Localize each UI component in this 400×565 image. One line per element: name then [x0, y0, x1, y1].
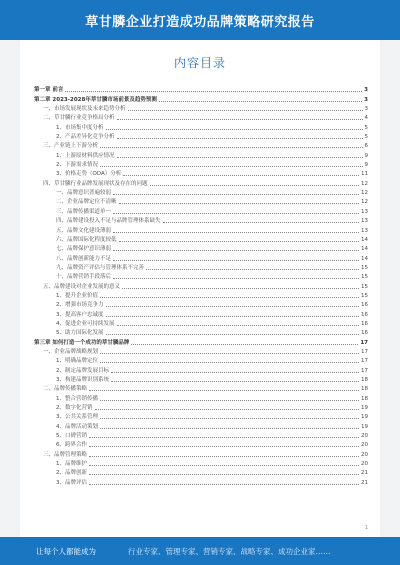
- toc-entry-text: 四、草甘膦行业品牌发展现状及存在的问题: [43, 180, 148, 187]
- toc-leader-dots: [117, 156, 363, 158]
- document-page: [20, 40, 380, 537]
- toc-entry-text: 4、品牌活动策划: [56, 423, 98, 430]
- toc-entry-page: 17: [361, 367, 368, 374]
- toc-entry[interactable]: [34, 291, 368, 300]
- toc-leader-dots: [100, 352, 359, 354]
- toc-entry-page: 16: [361, 320, 368, 327]
- toc-entry-text: 1、上游原材料供应情况: [56, 152, 115, 159]
- header-banner: [0, 0, 400, 40]
- toc-entry[interactable]: [34, 421, 368, 430]
- toc-entry[interactable]: [34, 365, 368, 374]
- toc-entry[interactable]: [34, 328, 368, 337]
- toc-leader-dots: [113, 249, 359, 251]
- toc-entry[interactable]: [34, 449, 368, 458]
- toc-entry[interactable]: [34, 160, 368, 169]
- toc-leader-dots: [150, 184, 359, 186]
- toc-leader-dots: [119, 202, 359, 204]
- toc-entry-text: 3、构建品牌识别系统: [56, 377, 109, 383]
- toc-entry-text: 3、品牌评估: [56, 479, 87, 486]
- toc-entry-page: 17: [360, 339, 368, 346]
- toc-entry-text: 一、市场发展现状及未来趋势分析: [43, 106, 126, 113]
- toc-entry-text: 四、品牌建设投入不足与品牌管理体系缺失: [56, 218, 161, 225]
- toc-leader-dots: [89, 473, 359, 475]
- toc-entry-page: 21: [361, 470, 368, 477]
- toc-entry-page: 13: [361, 218, 368, 225]
- toc-entry[interactable]: [34, 477, 368, 486]
- toc-entry[interactable]: [34, 169, 368, 178]
- toc-entry-page: 3: [364, 106, 368, 113]
- toc-leader-dots: [163, 221, 359, 223]
- toc-entry-text: 二、品牌传播策略: [43, 386, 88, 393]
- toc-leader-dots: [100, 399, 359, 401]
- toc-entry-page: 21: [361, 479, 368, 486]
- toc-entry[interactable]: [34, 403, 368, 412]
- toc-entry-page: 14: [361, 255, 368, 262]
- toc-entry-page: 3: [364, 96, 368, 103]
- toc-leader-dots: [106, 305, 360, 307]
- toc-leader-dots: [117, 137, 363, 139]
- toc-entry-text: 6、跨界合作: [56, 442, 87, 449]
- toc-leader-dots: [128, 109, 363, 111]
- toc-entry-text: 五、品牌文化建设薄弱: [56, 227, 112, 234]
- toc-entry-page: 12: [361, 190, 368, 197]
- toc-entry[interactable]: [34, 431, 368, 440]
- toc-entry-page: 15: [361, 283, 368, 290]
- toc-entry-page: 13: [361, 227, 368, 234]
- toc-leader-dots: [100, 165, 363, 167]
- toc-entry-text: 一、企业品牌战略规划: [43, 348, 99, 355]
- toc-entry-text: 第二章 2023-2028年草甘膦市场前景及趋势预测: [34, 96, 157, 103]
- toc-leader-dots: [100, 146, 362, 148]
- toc-leader-dots: [159, 100, 362, 102]
- toc-entry-page: 14: [361, 246, 368, 253]
- toc-entry[interactable]: [34, 244, 368, 253]
- toc-leader-dots: [113, 193, 359, 195]
- toc-leader-dots: [89, 455, 359, 457]
- footer-slogan: 让每个人都能成为: [36, 546, 96, 556]
- toc-entry[interactable]: [34, 309, 368, 318]
- toc-entry-page: 20: [361, 442, 368, 449]
- toc-leader-dots: [111, 380, 359, 382]
- toc-entry[interactable]: [34, 347, 368, 356]
- toc-title: 内容目录: [173, 56, 226, 70]
- toc-entry-text: 3、价格走势（ODA）分析: [56, 171, 122, 178]
- toc-entry[interactable]: [34, 393, 368, 402]
- toc-entry[interactable]: [34, 141, 368, 150]
- toc-entry-text: 3、提高客户忠诚度: [56, 311, 104, 318]
- footer-tagline: 行业专家、管理专家、营销专家、战略专家、成功企业家……: [128, 546, 331, 556]
- toc-entry-page: 15: [361, 264, 368, 271]
- toc-entry[interactable]: [34, 178, 368, 187]
- toc-entry[interactable]: [34, 235, 368, 244]
- toc-entry[interactable]: [34, 132, 368, 141]
- toc-entry[interactable]: [34, 468, 368, 477]
- toc-entry-page: 15: [361, 292, 368, 299]
- toc-entry-page: 18: [361, 395, 368, 402]
- toc-entry[interactable]: [34, 85, 368, 94]
- toc-leader-dots: [89, 436, 359, 438]
- toc-entry[interactable]: [34, 272, 368, 281]
- toc-entry[interactable]: [34, 281, 368, 290]
- toc-leader-dots: [146, 268, 359, 270]
- toc-entry-page: 12: [361, 180, 368, 187]
- toc-entry-page: 16: [361, 311, 368, 318]
- toc-entry-page: 6: [364, 143, 368, 150]
- toc-entry-page: 19: [361, 423, 368, 430]
- toc-entry-text: 2、下游需求情况: [56, 162, 98, 169]
- toc-entry-page: 20: [361, 461, 368, 468]
- toc-entry-page: 17: [361, 348, 368, 355]
- table-of-contents: [34, 85, 368, 487]
- toc-entry-text: 3、公共关系管理: [56, 414, 98, 421]
- toc-entry-page: 16: [361, 302, 368, 309]
- toc-entry-text: 二、企业品牌定位不清晰: [56, 199, 117, 206]
- toc-leader-dots: [113, 212, 359, 214]
- toc-entry-text: 1、明确品牌定位: [56, 358, 98, 365]
- toc-entry-page: 20: [361, 433, 368, 440]
- toc-entry[interactable]: [34, 440, 368, 449]
- toc-entry[interactable]: [34, 188, 368, 197]
- toc-entry-text: 2、品牌创新: [56, 470, 87, 477]
- toc-entry[interactable]: [34, 375, 368, 384]
- toc-entry-page: 5: [364, 134, 368, 141]
- toc-leader-dots: [123, 174, 359, 176]
- toc-entry[interactable]: [34, 253, 368, 262]
- toc-leader-dots: [89, 389, 359, 391]
- toc-entry-text: 十、品牌营销手段落后: [56, 274, 112, 281]
- toc-leader-dots: [113, 259, 359, 261]
- toc-leader-dots: [100, 361, 359, 363]
- footer-banner: [0, 537, 400, 565]
- toc-entry-page: 12: [361, 199, 368, 206]
- toc-entry-page: 20: [361, 451, 368, 458]
- toc-entry-page: 5: [364, 124, 368, 131]
- toc-leader-dots: [106, 315, 360, 317]
- toc-entry-text: 1、市场集中度分析: [56, 124, 104, 131]
- toc-entry-text: 三、品牌管理策略: [43, 451, 88, 458]
- toc-entry-text: 2、数字化营销: [56, 405, 93, 412]
- toc-entry[interactable]: [34, 300, 368, 309]
- toc-entry-page: 4: [364, 115, 368, 122]
- toc-entry-page: 14: [361, 236, 368, 243]
- toc-entry-text: 4、促进企业可持续发展: [56, 320, 115, 327]
- toc-entry[interactable]: [34, 94, 368, 103]
- toc-entry-text: 八、品牌创新能力不足: [56, 255, 112, 262]
- toc-entry-page: 15: [361, 274, 368, 281]
- toc-leader-dots: [95, 408, 360, 410]
- toc-leader-dots: [113, 277, 359, 279]
- toc-entry-text: 六、品牌国际化程度较低: [56, 236, 117, 243]
- toc-entry[interactable]: [34, 225, 368, 234]
- toc-entry-page: 11: [361, 171, 368, 178]
- toc-leader-dots: [117, 324, 359, 326]
- toc-entry-text: 2、制定品牌发展目标: [56, 367, 109, 374]
- toc-entry-page: 9: [364, 162, 368, 169]
- toc-leader-dots: [119, 240, 359, 242]
- toc-entry-page: 18: [361, 386, 368, 393]
- toc-entry-text: 二、草甘膦行业竞争格局分析: [43, 115, 115, 122]
- toc-entry[interactable]: [34, 104, 368, 113]
- toc-entry-text: 1、整合营销传播: [56, 395, 98, 402]
- toc-entry-text: 2、产品差异化竞争分析: [56, 134, 115, 141]
- toc-entry[interactable]: [34, 122, 368, 131]
- toc-entry-text: 九、品牌资产评估与管理体系不完善: [56, 264, 145, 271]
- toc-entry-text: 第三章 如何打造一个成功的草甘膦品牌: [34, 339, 130, 346]
- toc-entry-text: 2、增强市场竞争力: [56, 302, 104, 309]
- toc-entry[interactable]: [34, 197, 368, 206]
- toc-entry-text: 1、提升企业价值: [56, 292, 98, 299]
- toc-leader-dots: [113, 231, 359, 233]
- toc-entry-text: 1、品牌维护: [56, 461, 87, 468]
- toc-leader-dots: [111, 371, 359, 373]
- toc-leader-dots: [106, 128, 363, 130]
- toc-entry-page: 13: [361, 208, 368, 215]
- toc-entry[interactable]: [34, 337, 368, 346]
- toc-entry-page: 18: [361, 377, 368, 383]
- toc-leader-dots: [89, 445, 359, 447]
- toc-entry-page: 3: [364, 87, 368, 94]
- toc-entry-page: 19: [361, 405, 368, 412]
- toc-leader-dots: [100, 417, 359, 419]
- toc-leader-dots: [89, 483, 359, 485]
- toc-entry-text: 三、产业链上下游分析: [43, 143, 99, 150]
- toc-entry[interactable]: [34, 412, 368, 421]
- toc-entry-page: 17: [361, 358, 368, 365]
- toc-entry[interactable]: [34, 319, 368, 328]
- document-title: 草甘膦企业打造成功品牌策略研究报告: [85, 14, 315, 30]
- toc-entry-page: 19: [361, 414, 368, 421]
- toc-entry[interactable]: [34, 384, 368, 393]
- toc-entry-text: 三、品牌传播渠道单一: [56, 208, 112, 215]
- toc-entry-text: 5、助力国际化发展: [56, 330, 104, 337]
- toc-leader-dots: [131, 343, 358, 345]
- toc-entry-page: 9: [364, 152, 368, 159]
- toc-leader-dots: [122, 287, 359, 289]
- toc-entry-page: 16: [361, 330, 368, 337]
- page-number: 1: [364, 525, 368, 531]
- toc-entry[interactable]: [34, 356, 368, 365]
- toc-entry[interactable]: [34, 150, 368, 159]
- toc-entry[interactable]: [34, 459, 368, 468]
- toc-entry-text: 七、品牌保护意识薄弱: [56, 246, 112, 253]
- toc-entry[interactable]: [34, 113, 368, 122]
- toc-entry-text: 一、品牌意识普遍较弱: [56, 190, 112, 197]
- toc-entry[interactable]: [34, 263, 368, 272]
- toc-entry-text: 五、品牌建设对企业发展的意义: [43, 283, 121, 290]
- toc-leader-dots: [100, 296, 359, 298]
- toc-entry-text: 第一章 前言: [34, 87, 64, 94]
- toc-leader-dots: [89, 464, 359, 466]
- toc-entry[interactable]: [34, 206, 368, 215]
- toc-leader-dots: [65, 90, 362, 92]
- toc-leader-dots: [117, 118, 363, 120]
- toc-entry-text: 5、口碑营销: [56, 433, 87, 440]
- toc-leader-dots: [100, 427, 359, 429]
- toc-leader-dots: [106, 333, 360, 335]
- toc-entry[interactable]: [34, 216, 368, 225]
